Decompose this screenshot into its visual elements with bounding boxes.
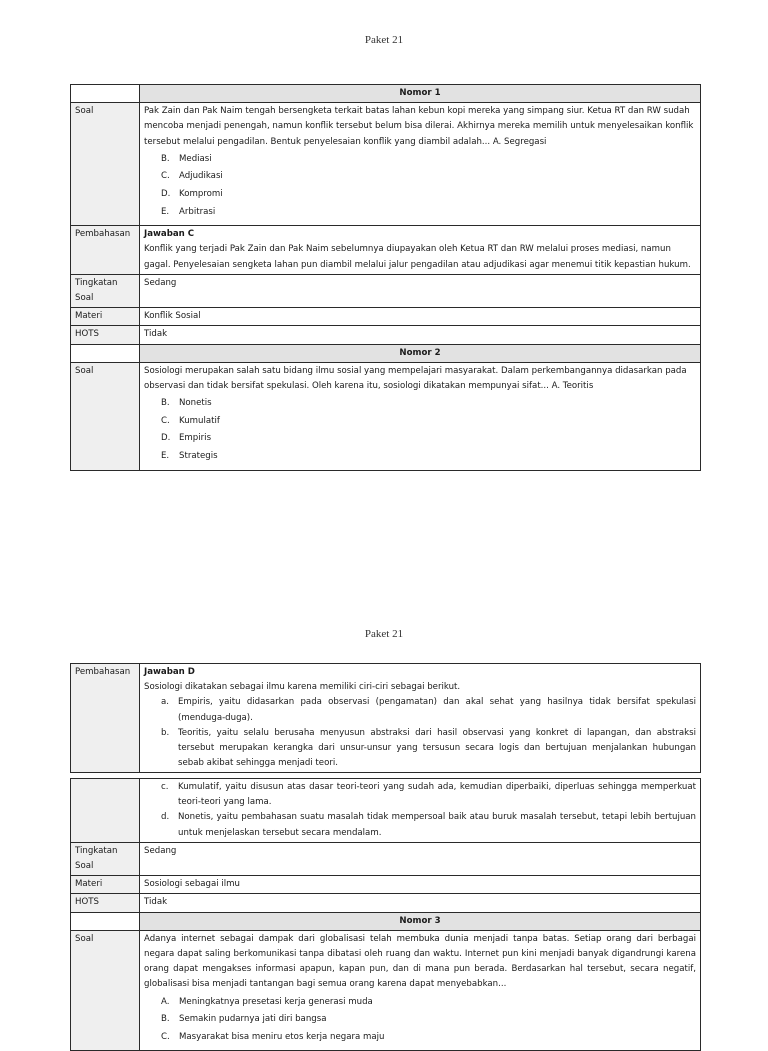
pembahasan-label: Pembahasan: [71, 226, 140, 275]
point-text: Teoritis, yaitu selalu berusaha menyusun abstraksi dari hasil observasi yang konkret di lapangan, dan abstraksi tersebut merupakan kerangka dari unsur-unsur yang tersusun secara logis dan bertujuan menjalankan hubungan sebab akibat sehingga menjadi teori.: [178, 727, 696, 769]
question-number-row: [71, 344, 701, 362]
option-text: Semakin pudarnya jati diri bangsa: [179, 1014, 327, 1025]
soal-row: [71, 103, 701, 226]
option-text: Masyarakat bisa meniru etos kerja negara maju: [179, 1031, 385, 1042]
hots-value: Tidak: [140, 894, 701, 912]
pembahasan-row: [71, 664, 701, 773]
point-letter: a.: [161, 697, 169, 708]
answer-option: [161, 1011, 696, 1029]
question-number: Nomor 3: [140, 912, 701, 930]
point-letter: c.: [161, 782, 169, 792]
explanation-point: [161, 726, 696, 772]
answer-option: [161, 448, 696, 466]
answer-option: [161, 395, 696, 413]
answer-option: [161, 1029, 696, 1047]
option-text: Mediasi: [179, 153, 212, 164]
materi-value: Konflik Sosial: [140, 308, 701, 326]
option-text: Meningkatnya presetasi kerja generasi muda: [179, 996, 373, 1007]
soal-row: [71, 362, 701, 470]
pembahasan-row: [71, 226, 701, 275]
question-number: Nomor 1: [140, 85, 701, 103]
answer-key: Jawaban D: [144, 667, 195, 677]
explanation-point: [161, 695, 696, 725]
pembahasan-cell: [140, 664, 701, 773]
soal-label: Soal: [71, 103, 140, 226]
explanation-points: [161, 780, 696, 841]
pembahasan-continued-cell: [140, 779, 701, 843]
pembahasan-label: Pembahasan: [71, 664, 140, 773]
pembahasan-table-page-2: [70, 663, 701, 773]
option-text: Adjudikasi: [179, 171, 223, 182]
option-text: Kumulatif: [179, 415, 220, 426]
point-text: Kumulatif, yaitu disusun atas dasar teori-teori yang sudah ada, kemudian diperbaiki, diperluas sehingga memperkuat teori-teori yang lama.: [178, 782, 696, 808]
question-number-row: [71, 85, 701, 103]
question-text: Sosiologi merupakan salah satu bidang ilmu sosial yang mempelajari masyarakat. Dalam perkembangannya didasarkan pada observasi dan tidak bersifat spekulasi. Oleh karena itu, sosiologi dikatakan mempunyai sifat... A. Teoritis: [144, 365, 687, 392]
question-table-page-1: [70, 84, 701, 471]
pembahasan-continued-row: [71, 779, 701, 843]
point-letter: b.: [161, 727, 170, 738]
soal-label: Soal: [71, 930, 140, 1051]
pembahasan-cell: [140, 226, 701, 275]
page-header: Paket 21: [364, 628, 404, 640]
materi-label: Materi: [71, 308, 140, 326]
answer-options: [161, 395, 696, 465]
option-letter: B.: [161, 398, 170, 409]
explanation-text: Konflik yang terjadi Pak Zain dan Pak Naim sebelumnya diupayakan oleh Ketua RT dan RW melalui proses mediasi, namun gagal. Penyelesaian sengketa lahan pun diambil melalui jalur pengadilan atau adjudikasi agar menemui titik kepastian hukum.: [144, 244, 691, 270]
answer-options: [161, 151, 696, 221]
option-letter: A.: [161, 996, 170, 1007]
option-letter: E.: [161, 451, 170, 461]
explanation-points: [161, 695, 696, 771]
point-text: Empiris, yaitu didasarkan pada observasi (pengamatan) dan akal sehat yang hasilnya tidak bersifat spekulasi (menduga-duga).: [178, 697, 696, 723]
option-text: Nonetis: [179, 398, 212, 409]
point-text: Nonetis, yaitu pembahasan suatu masalah tidak mempersoal baik atau buruk masalah tersebut, tetapi lebih bertujuan untuk menjelaskan tersebut secara mendalam.: [178, 812, 696, 838]
question-table-page-2: [70, 778, 701, 1051]
hots-label: HOTS: [71, 894, 140, 912]
question-number-row: [71, 912, 701, 930]
hots-row: [71, 326, 701, 344]
option-letter: E.: [161, 206, 170, 217]
answer-option: [161, 168, 696, 186]
hots-label: HOTS: [71, 326, 140, 344]
soal-cell: [140, 362, 701, 470]
materi-row: [71, 876, 701, 894]
answer-option: [161, 151, 696, 169]
answer-options: [161, 994, 696, 1047]
tingkatan-row: [71, 842, 701, 875]
point-letter: d.: [161, 812, 170, 823]
option-text: Kompromi: [179, 189, 223, 199]
soal-cell: [140, 930, 701, 1051]
tingkatan-row: [71, 274, 701, 307]
answer-option: [161, 430, 696, 448]
soal-row: [71, 930, 701, 1051]
option-letter: C.: [161, 171, 170, 182]
explanation-point: [161, 780, 696, 810]
soal-cell: [140, 103, 701, 226]
option-letter: C.: [161, 415, 170, 426]
option-text: Strategis: [179, 451, 218, 461]
option-letter: B.: [161, 153, 170, 164]
tingkatan-label: Tingkatan Soal: [71, 842, 140, 875]
option-letter: D.: [161, 189, 171, 199]
question-number: Nomor 2: [140, 344, 701, 362]
page-header: Paket 21: [364, 34, 404, 46]
answer-option: [161, 204, 696, 222]
materi-label: Materi: [71, 876, 140, 894]
answer-option: [161, 994, 696, 1012]
tingkatan-value: Sedang: [140, 274, 701, 307]
option-text: Arbitrasi: [179, 206, 216, 217]
explanation-intro: Sosiologi dikatakan sebagai ilmu karena memiliki ciri-ciri sebagai berikut.: [144, 682, 461, 693]
answer-key: Jawaban C: [144, 229, 195, 240]
hots-row: [71, 894, 701, 912]
option-text: Empiris: [179, 433, 212, 444]
option-letter: B.: [161, 1014, 170, 1025]
tingkatan-label: Tingkatan Soal: [71, 274, 140, 307]
option-letter: D.: [161, 433, 171, 444]
materi-value: Sosiologi sebagai ilmu: [140, 876, 701, 894]
tingkatan-value: Sedang: [140, 842, 701, 875]
explanation-point: [161, 810, 696, 840]
question-text: Pak Zain dan Pak Naim tengah bersengketa terkait batas lahan kebun kopi mereka yang simpang siur. Ketua RT dan RW sudah mencoba menjadi penengah, namun konflik tersebut belum bisa dilerai. Akhirnya mereka memilih untuk menyelesaikan konflik tersebut melalui pengadilan. Bentuk penyelesaian konflik yang diambil adalah... A. Segregasi: [144, 106, 694, 147]
question-text: Adanya internet sebagai dampak dari globalisasi telah membuka dunia menjadi tanpa batas. Setiap orang dari berbagai negara dapat saling berkomunikasi tanpa dibatasi oleh ruang dan waktu. Internet pun kini menjadi banyak digandrungi karena orang dapat mengakses informasi apapun, kapan pun, dan di mana pun berada. Berdasarkan hal tersebut, secara negatif, globalisasi bisa menjadi tantangan bagi semua orang karena dapat menyebabkan...: [144, 933, 696, 990]
answer-option: [161, 186, 696, 204]
option-letter: C.: [161, 1031, 170, 1042]
answer-option: [161, 413, 696, 431]
materi-row: [71, 308, 701, 326]
soal-label: Soal: [71, 362, 140, 470]
hots-value: Tidak: [140, 326, 701, 344]
